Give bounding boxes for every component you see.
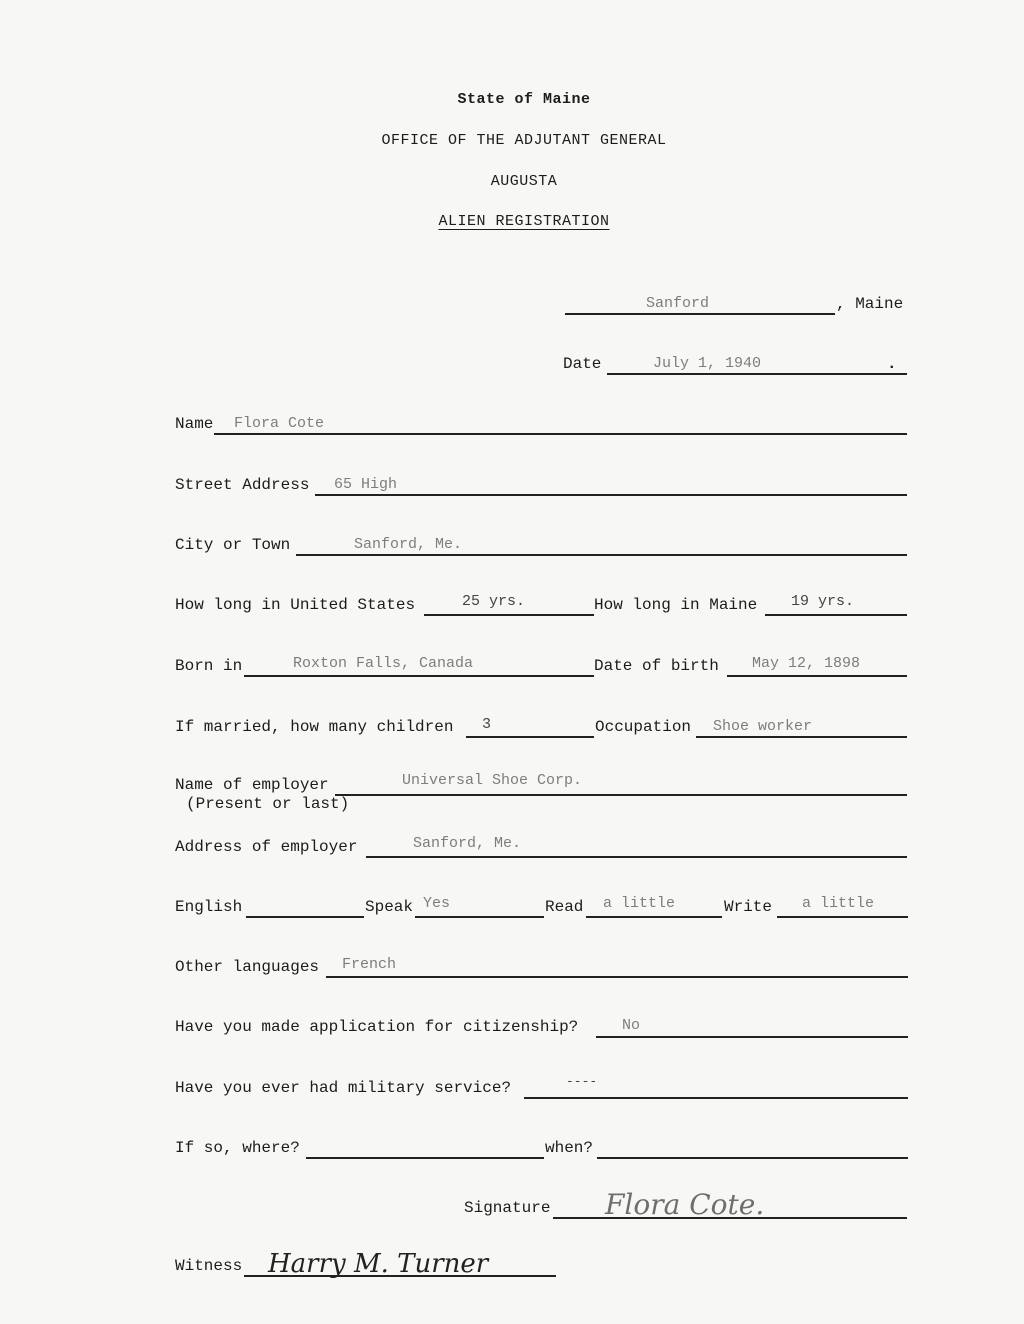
speak-line — [415, 916, 544, 918]
born-label: Born in — [175, 657, 243, 675]
place-row — [0, 291, 1024, 315]
read-value: a little — [603, 895, 676, 912]
military-value: ---- — [566, 1074, 598, 1089]
us-duration-line — [424, 614, 594, 616]
employer-sub-label: (Present or last) — [186, 795, 350, 813]
other-languages-value: French — [342, 956, 397, 973]
name-value: Flora Cote — [234, 415, 325, 432]
employer-value: Universal Shoe Corp. — [402, 772, 583, 789]
date-line — [607, 373, 907, 375]
maine-duration-value: 19 yrs. — [791, 593, 855, 610]
citizenship-label: Have you made application for citizenship? — [175, 1018, 579, 1036]
dob-line — [727, 675, 907, 677]
occupation-value: Shoe worker — [713, 718, 813, 735]
dob-label: Date of birth — [594, 657, 719, 675]
when-line — [597, 1157, 908, 1159]
born-line — [244, 675, 594, 677]
languages-row — [0, 954, 1024, 978]
employer-row — [0, 772, 1024, 796]
family-row — [0, 714, 1024, 738]
speak-value: Yes — [423, 895, 451, 912]
street-value: 65 High — [334, 476, 398, 493]
city-heading: AUGUSTA — [490, 173, 558, 190]
employer-label: Name of employer — [175, 776, 329, 794]
english-line — [246, 916, 364, 918]
date-period: . — [887, 355, 897, 373]
employer-line — [335, 794, 907, 796]
read-line — [586, 916, 722, 918]
street-label: Street Address — [175, 476, 310, 494]
born-value: Roxton Falls, Canada — [293, 655, 474, 672]
form-title-text: ALIEN REGISTRATION — [438, 213, 610, 230]
witness-handwriting: Harry M. Turner — [268, 1249, 489, 1279]
other-languages-label: Other languages — [175, 958, 320, 976]
read-label: Read — [545, 898, 584, 916]
date-row — [0, 351, 1024, 375]
where-label: If so, where? — [175, 1139, 300, 1157]
maine-duration-label: How long in Maine — [594, 596, 758, 614]
street-line — [315, 494, 907, 496]
witness-label: Witness — [175, 1257, 243, 1275]
city-label: City or Town — [175, 536, 291, 554]
military-row — [0, 1075, 1024, 1099]
us-duration-value: 25 yrs. — [462, 593, 526, 610]
english-label: English — [175, 898, 243, 916]
where-line — [306, 1157, 544, 1159]
form-title — [0, 213, 1024, 230]
birth-row — [0, 653, 1024, 677]
when-label: when? — [545, 1139, 594, 1157]
name-line — [214, 433, 907, 435]
name-label: Name — [175, 415, 214, 433]
city-value: Sanford, Me. — [354, 536, 463, 553]
date-value: July 1, 1940 — [653, 355, 762, 372]
maine-duration-line — [765, 614, 907, 616]
name-row — [0, 411, 1024, 435]
write-line — [777, 916, 908, 918]
english-row — [0, 894, 1024, 918]
date-label: Date — [563, 355, 602, 373]
military-label: Have you ever had military service? — [175, 1079, 512, 1097]
residence-row — [0, 592, 1024, 616]
military-line — [524, 1097, 908, 1099]
dob-value: May 12, 1898 — [752, 655, 861, 672]
occupation-label: Occupation — [595, 718, 692, 736]
citizenship-line — [596, 1036, 908, 1038]
citizenship-row — [0, 1014, 1024, 1038]
speak-label: Speak — [365, 898, 414, 916]
children-line — [466, 736, 594, 738]
place-value: Sanford — [646, 295, 710, 312]
office-heading: OFFICE OF THE ADJUTANT GENERAL — [381, 132, 667, 149]
city-row — [0, 532, 1024, 556]
write-value: a little — [802, 895, 875, 912]
place-suffix: , Maine — [836, 295, 904, 313]
citizenship-value: No — [622, 1017, 641, 1034]
other-languages-line — [326, 976, 908, 978]
write-label: Write — [724, 898, 773, 916]
children-value: 3 — [482, 716, 492, 733]
employer-address-row — [0, 834, 1024, 858]
city-line — [296, 554, 907, 556]
employer-address-line — [366, 856, 907, 858]
children-label: If married, how many children — [175, 718, 454, 736]
service-details-row — [0, 1135, 1024, 1159]
employer-address-label: Address of employer — [175, 838, 358, 856]
signature-label: Signature — [464, 1199, 551, 1217]
occupation-line — [696, 736, 907, 738]
state-heading: State of Maine — [457, 91, 591, 108]
employer-address-value: Sanford, Me. — [413, 835, 522, 852]
witness-row — [0, 1249, 1024, 1279]
street-row — [0, 472, 1024, 496]
place-line — [565, 313, 835, 315]
signature-row — [0, 1188, 1024, 1221]
signature-handwriting: Flora Cote. — [605, 1188, 765, 1221]
us-duration-label: How long in United States — [175, 596, 416, 614]
